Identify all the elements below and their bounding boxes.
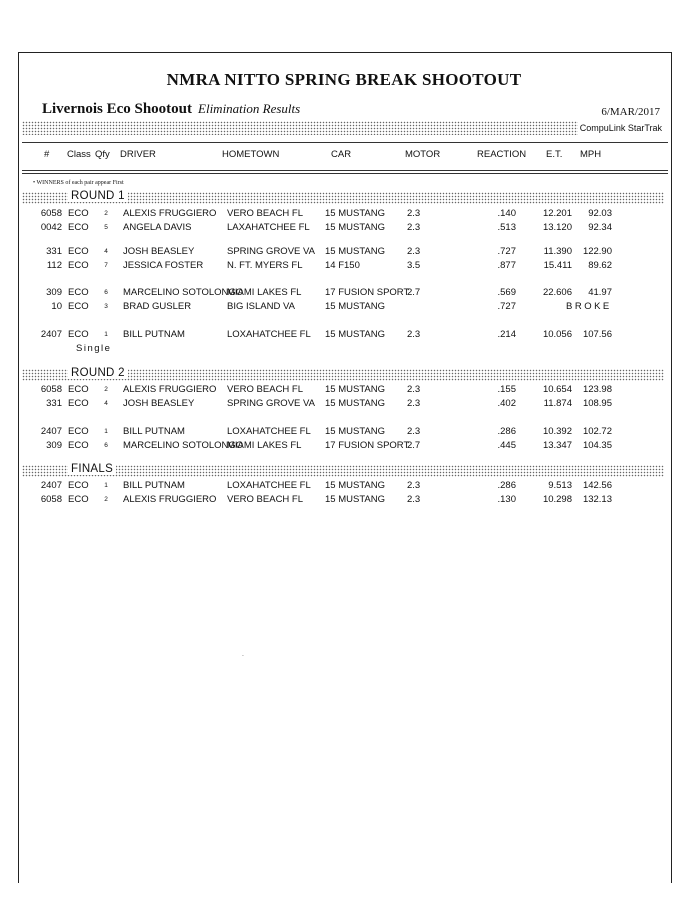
class: ECO — [68, 329, 89, 340]
motor: 2.3 — [407, 398, 421, 409]
dotted-rule — [22, 121, 578, 135]
car: 17 FUSION SPORT — [325, 440, 410, 451]
car: 15 MUSTANG — [325, 329, 386, 340]
col-header-reaction: REACTION — [477, 149, 527, 160]
section-round-1 — [22, 192, 664, 204]
class: ECO — [68, 260, 89, 271]
col-header-et: E.T. — [546, 149, 563, 160]
result-row — [0, 208, 688, 222]
motor: 2.3 — [407, 384, 421, 395]
hometown: N. FT. MYERS FL — [227, 260, 303, 271]
car: 17 FUSION SPORT — [325, 287, 410, 298]
class: ECO — [68, 208, 89, 219]
car: 15 MUSTANG — [325, 384, 386, 395]
section-label: FINALS — [68, 463, 116, 475]
hometown: MIAMI LAKES FL — [227, 440, 302, 451]
motor: 2.3 — [407, 329, 421, 340]
elapsed-time: 10.654 — [542, 384, 572, 395]
header-rule-top — [22, 142, 668, 143]
car: 15 MUSTANG — [325, 246, 386, 257]
elapsed-time: 10.056 — [542, 329, 572, 340]
car: 15 MUSTANG — [325, 494, 386, 505]
hometown: SPRING GROVE VA — [227, 246, 315, 257]
qualifying-position: 3 — [104, 303, 108, 310]
col-header-motor: MOTOR — [405, 149, 441, 160]
driver-name: ALEXIS FRUGGIERO — [123, 384, 217, 395]
col-header-driver: DRIVER — [120, 149, 156, 160]
driver-name: BILL PUTNAM — [123, 426, 185, 437]
elapsed-time: 11.874 — [543, 398, 572, 409]
driver-number: 112 — [46, 260, 62, 271]
brand-label: CompuLink StarTrak — [579, 123, 662, 133]
reaction-time: .130 — [497, 494, 516, 505]
hometown: LOXAHATCHEE FL — [227, 480, 311, 491]
motor: 2.7 — [407, 440, 421, 451]
reaction-time: .513 — [497, 222, 516, 233]
driver-name: BILL PUTNAM — [123, 329, 185, 340]
result-row — [0, 384, 688, 398]
class: ECO — [68, 246, 89, 257]
driver-number: 331 — [46, 398, 62, 409]
qualifying-position: 2 — [104, 386, 108, 393]
elapsed-time: 10.392 — [542, 426, 572, 437]
event-subtitle — [42, 101, 300, 118]
driver-name: MARCELINO SOTOLONGO — [123, 287, 244, 298]
winners-note: • WINNERS of each pair appear First — [33, 180, 124, 186]
result-row — [0, 480, 688, 494]
speed-mph: 102.72 — [582, 426, 612, 437]
elapsed-time: 10.298 — [542, 494, 572, 505]
car: 15 MUSTANG — [325, 301, 386, 312]
motor: 2.3 — [407, 480, 421, 491]
reaction-time: .727 — [497, 301, 516, 312]
car: 14 F150 — [325, 260, 360, 271]
driver-number: 309 — [46, 287, 62, 298]
driver-name: ANGELA DAVIS — [123, 222, 192, 233]
speed-mph: 122.90 — [582, 246, 612, 257]
driver-name: JOSH BEASLEY — [123, 398, 195, 409]
qualifying-position: 4 — [104, 248, 108, 255]
result-row — [0, 426, 688, 440]
qualifying-position: 4 — [104, 400, 108, 407]
section-label: ROUND 2 — [68, 367, 128, 379]
section-finals — [22, 465, 664, 477]
reaction-time: .877 — [497, 260, 516, 271]
hometown: VERO BEACH FL — [227, 208, 304, 219]
hometown: MIAMI LAKES FL — [227, 287, 302, 298]
speed-mph: 142.56 — [582, 480, 612, 491]
hometown: SPRING GROVE VA — [227, 398, 315, 409]
qualifying-position: 5 — [104, 224, 108, 231]
motor: 2.3 — [407, 208, 421, 219]
single-label: Single — [76, 343, 112, 354]
result-row — [0, 398, 688, 412]
hometown: BIG ISLAND VA — [227, 301, 295, 312]
col-header-mph: MPH — [580, 149, 602, 160]
driver-number: 2407 — [40, 329, 62, 340]
driver-number: 2407 — [40, 480, 62, 491]
result-row — [0, 222, 688, 236]
reaction-time: .155 — [497, 384, 516, 395]
speed-mph: 107.56 — [582, 329, 612, 340]
hometown: LAXAHATCHEE FL — [227, 222, 310, 233]
event-date: 6/MAR/2017 — [601, 106, 660, 118]
speed-mph: 92.34 — [588, 222, 612, 233]
qualifying-position: 6 — [104, 289, 108, 296]
qualifying-position: 2 — [104, 210, 108, 217]
reaction-time: .727 — [497, 246, 516, 257]
driver-number: 309 — [46, 440, 62, 451]
driver-number: 2407 — [40, 426, 62, 437]
qualifying-position: 2 — [104, 496, 108, 503]
motor: 2.3 — [407, 222, 421, 233]
driver-number: 10 — [51, 301, 62, 312]
driver-name: ALEXIS FRUGGIERO — [123, 208, 217, 219]
class: ECO — [68, 480, 89, 491]
speed-mph: 132.13 — [582, 494, 612, 505]
col-header-qfy: Qfy — [95, 149, 110, 160]
col-header-car: CAR — [331, 149, 352, 160]
elapsed-time: 22.606 — [542, 287, 572, 298]
qualifying-position: 6 — [104, 442, 108, 449]
speed-mph: 92.03 — [588, 208, 612, 219]
event-name: Livernois Eco Shootout — [42, 101, 193, 117]
broke-status: BROKE — [566, 301, 612, 312]
speed-mph: 123.98 — [582, 384, 612, 395]
qualifying-position: 1 — [104, 482, 108, 489]
result-row — [0, 301, 688, 315]
elapsed-time: 13.347 — [542, 440, 572, 451]
car: 15 MUSTANG — [325, 222, 386, 233]
section-round-2 — [22, 369, 664, 381]
driver-number: 0042 — [40, 222, 62, 233]
reaction-time: .140 — [497, 208, 516, 219]
result-row — [0, 329, 688, 343]
driver-name: JOSH BEASLEY — [123, 246, 195, 257]
col-header-class: Class — [67, 149, 91, 160]
class: ECO — [68, 398, 89, 409]
class: ECO — [68, 440, 89, 451]
motor: 2.7 — [407, 287, 421, 298]
driver-name: MARCELINO SOTOLONGO — [123, 440, 244, 451]
header-rule-bottom-2 — [22, 173, 668, 174]
car: 15 MUSTANG — [325, 426, 386, 437]
col-header-hometown: HOMETOWN — [222, 149, 280, 160]
elapsed-time: 11.390 — [543, 246, 572, 257]
motor: 2.3 — [407, 426, 421, 437]
speed-mph: 104.35 — [582, 440, 612, 451]
result-row — [0, 287, 688, 301]
header-rule-bottom — [22, 170, 668, 171]
page-title: NMRA NITTO SPRING BREAK SHOOTOUT — [166, 70, 522, 89]
driver-name: BILL PUTNAM — [123, 480, 185, 491]
elapsed-time: 13.120 — [542, 222, 572, 233]
driver-name: ALEXIS FRUGGIERO — [123, 494, 217, 505]
hometown: VERO BEACH FL — [227, 384, 304, 395]
stray-mark: ` — [242, 656, 244, 662]
qualifying-position: 1 — [104, 331, 108, 338]
motor: 2.3 — [407, 246, 421, 257]
section-label: ROUND 1 — [68, 190, 128, 202]
result-row — [0, 246, 688, 260]
car: 15 MUSTANG — [325, 398, 386, 409]
speed-mph: 89.62 — [588, 260, 612, 271]
hometown: LOXAHATCHEE FL — [227, 426, 311, 437]
reaction-time: .569 — [497, 287, 516, 298]
driver-name: BRAD GUSLER — [123, 301, 192, 312]
driver-number: 6058 — [40, 208, 62, 219]
reaction-time: .286 — [497, 426, 516, 437]
hometown: LOXAHATCHEE FL — [227, 329, 311, 340]
class: ECO — [68, 426, 89, 437]
elapsed-time: 15.411 — [543, 260, 572, 271]
driver-number: 331 — [46, 246, 62, 257]
reaction-time: .286 — [497, 480, 516, 491]
driver-number: 6058 — [40, 384, 62, 395]
class: ECO — [68, 301, 89, 312]
elapsed-time: 9.513 — [548, 480, 572, 491]
result-row — [0, 260, 688, 274]
reaction-time: .445 — [497, 440, 516, 451]
elapsed-time: 12.201 — [542, 208, 572, 219]
reaction-time: .402 — [497, 398, 516, 409]
class: ECO — [68, 384, 89, 395]
car: 15 MUSTANG — [325, 480, 386, 491]
speed-mph: 41.97 — [588, 287, 612, 298]
result-row — [0, 494, 688, 508]
class: ECO — [68, 494, 89, 505]
qualifying-position: 1 — [104, 428, 108, 435]
qualifying-position: 7 — [104, 262, 108, 269]
class: ECO — [68, 222, 89, 233]
driver-name: JESSICA FOSTER — [123, 260, 204, 271]
driver-number: 6058 — [40, 494, 62, 505]
hometown: VERO BEACH FL — [227, 494, 304, 505]
car: 15 MUSTANG — [325, 208, 386, 219]
result-row — [0, 440, 688, 454]
class: ECO — [68, 287, 89, 298]
speed-mph: 108.95 — [582, 398, 612, 409]
motor: 3.5 — [407, 260, 421, 271]
motor: 2.3 — [407, 494, 421, 505]
reaction-time: .214 — [497, 329, 516, 340]
result-type: Elimination Results — [198, 101, 301, 116]
col-header-num: # — [44, 149, 50, 160]
